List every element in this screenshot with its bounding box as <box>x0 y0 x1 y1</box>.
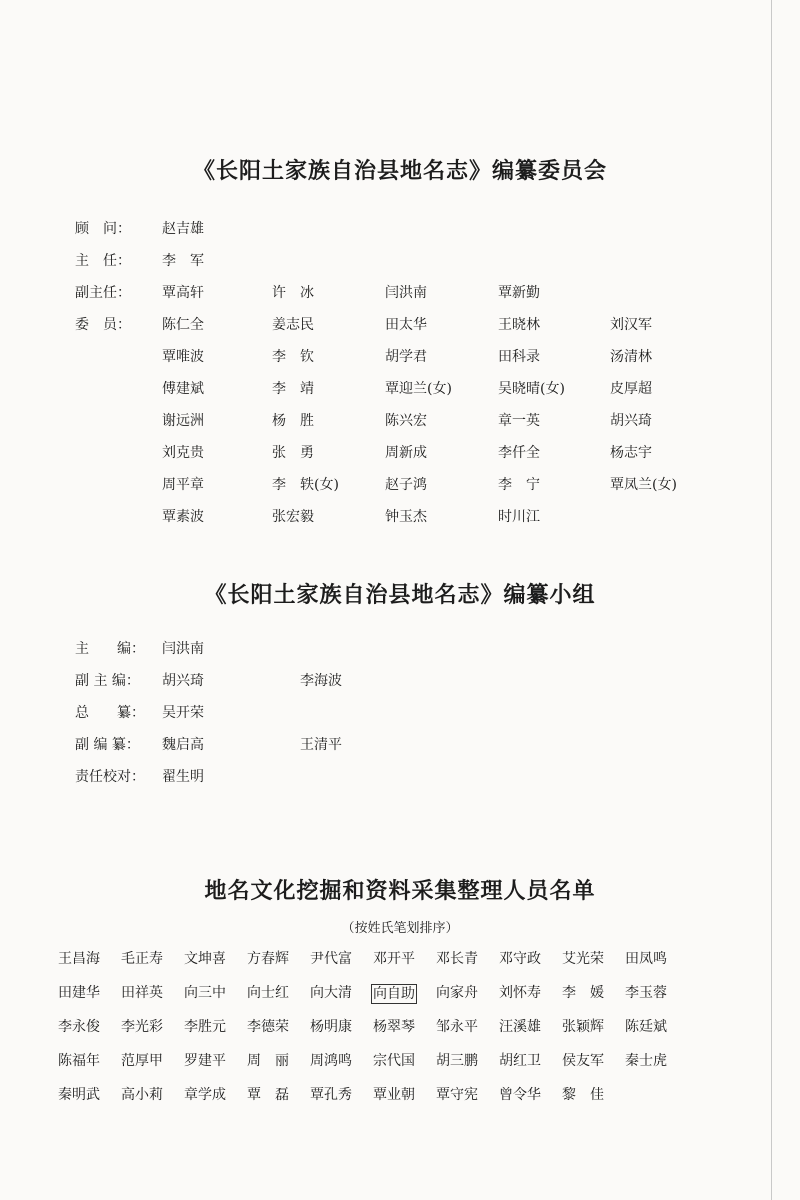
committee-member-name: 胡兴琦 <box>610 413 652 429</box>
committee-member-name: 李 军 <box>162 253 204 269</box>
editorial-member-name: 李海波 <box>300 673 342 689</box>
collector-name: 黎 佳 <box>562 1087 604 1103</box>
collector-name: 李光彩 <box>121 1019 163 1035</box>
collector-name: 秦明武 <box>58 1087 100 1103</box>
collector-name: 艾光荣 <box>562 951 604 967</box>
committee-member-name: 章一英 <box>498 413 540 429</box>
collector-name: 陈廷斌 <box>625 1019 667 1035</box>
collector-name: 覃守宪 <box>436 1087 478 1103</box>
committee-member-name: 覃素波 <box>162 509 204 525</box>
collector-name: 周 丽 <box>247 1053 289 1069</box>
committee-member-name: 傅建斌 <box>162 381 204 397</box>
collector-name: 章学成 <box>184 1087 226 1103</box>
collector-name: 胡三鹏 <box>436 1053 478 1069</box>
committee-member-name: 钟玉杰 <box>385 509 427 525</box>
collectors-title: 地名文化挖掘和资料采集整理人员名单 <box>204 878 596 904</box>
collector-name: 汪溪雄 <box>499 1019 541 1035</box>
collector-name: 陈福年 <box>58 1053 100 1069</box>
editorial-member-name: 吴开荣 <box>162 705 204 721</box>
committee-member-name: 李 宁 <box>498 477 540 493</box>
collector-name: 田凤鸣 <box>625 951 667 967</box>
collector-name: 文坤喜 <box>184 951 226 967</box>
editorial-member-name: 翟生明 <box>162 769 204 785</box>
collector-name: 李德荣 <box>247 1019 289 1035</box>
collector-name: 范厚甲 <box>121 1053 163 1069</box>
committee-member-name: 赵子鸿 <box>385 477 427 493</box>
collector-name: 尹代富 <box>310 951 352 967</box>
editorial-member-name: 胡兴琦 <box>162 673 204 689</box>
committee-member-name: 覃唯波 <box>162 349 204 365</box>
committee-role-label: 顾 问： <box>75 221 131 237</box>
editorial-title: 《长阳土家族自治县地名志》编纂小组 <box>204 582 596 608</box>
collector-name: 李 媛 <box>562 985 604 1001</box>
committee-member-name: 田太华 <box>385 317 427 333</box>
committee-member-name: 周平章 <box>162 477 204 493</box>
collector-name: 向三中 <box>184 985 226 1001</box>
committee-member-name: 陈仁全 <box>162 317 204 333</box>
collector-name: 周鸿鸣 <box>310 1053 352 1069</box>
collector-name: 李胜元 <box>184 1019 226 1035</box>
editorial-role-label: 副 主 编： <box>75 673 140 689</box>
committee-role-label: 副主任： <box>75 285 131 301</box>
committee-member-name: 杨 胜 <box>272 413 314 429</box>
collector-name: 曾令华 <box>499 1087 541 1103</box>
committee-title: 《长阳土家族自治县地名志》编纂委员会 <box>192 158 607 184</box>
collector-name: 邓开平 <box>373 951 415 967</box>
committee-member-name: 田科录 <box>498 349 540 365</box>
committee-member-name: 覃高轩 <box>162 285 204 301</box>
editorial-role-label: 总 纂： <box>75 705 145 721</box>
collector-name: 秦士虎 <box>625 1053 667 1069</box>
collector-name: 方春辉 <box>247 951 289 967</box>
collector-name: 杨明康 <box>310 1019 352 1035</box>
committee-role-label: 主 任： <box>75 253 131 269</box>
collector-name: 向家舟 <box>436 985 478 1001</box>
committee-member-name: 覃迎兰(女) <box>385 381 452 397</box>
committee-member-name: 李 轶(女) <box>272 477 339 493</box>
committee-member-name: 胡学君 <box>385 349 427 365</box>
committee-member-name: 许 冰 <box>272 285 314 301</box>
committee-member-name: 刘汉军 <box>610 317 652 333</box>
committee-member-name: 吴晓晴(女) <box>498 381 565 397</box>
collector-name: 覃 磊 <box>247 1087 289 1103</box>
committee-member-name: 汤清林 <box>610 349 652 365</box>
collector-name: 向大清 <box>310 985 352 1001</box>
committee-member-name: 时川江 <box>498 509 540 525</box>
committee-member-name: 姜志民 <box>272 317 314 333</box>
committee-member-name: 张宏毅 <box>272 509 314 525</box>
collector-name: 张颖辉 <box>562 1019 604 1035</box>
committee-member-name: 杨志宇 <box>610 445 652 461</box>
collector-name: 邓长青 <box>436 951 478 967</box>
collector-name: 罗建平 <box>184 1053 226 1069</box>
collector-name: 侯友军 <box>562 1053 604 1069</box>
editorial-member-name: 魏启高 <box>162 737 204 753</box>
editorial-role-label: 副 编 纂： <box>75 737 140 753</box>
editorial-role-label: 责任校对： <box>75 769 145 785</box>
committee-member-name: 谢远洲 <box>162 413 204 429</box>
collector-name: 邹永平 <box>436 1019 478 1035</box>
editorial-member-name: 闫洪南 <box>162 641 204 657</box>
collector-name: 田祥英 <box>121 985 163 1001</box>
editorial-role-label: 主 编： <box>75 641 145 657</box>
committee-member-name: 皮厚超 <box>610 381 652 397</box>
committee-member-name: 覃新勤 <box>498 285 540 301</box>
committee-member-name: 闫洪南 <box>385 285 427 301</box>
collector-name: 杨翠琴 <box>373 1019 415 1035</box>
committee-member-name: 李仟全 <box>498 445 540 461</box>
committee-member-name: 覃凤兰(女) <box>610 477 677 493</box>
collector-name: 田建华 <box>58 985 100 1001</box>
committee-member-name: 王晓林 <box>498 317 540 333</box>
collector-name: 李玉蓉 <box>625 985 667 1001</box>
committee-member-name: 陈兴宏 <box>385 413 427 429</box>
committee-member-name: 赵吉雄 <box>162 221 204 237</box>
committee-member-name: 李 靖 <box>272 381 314 397</box>
collector-name: 刘怀寿 <box>499 985 541 1001</box>
committee-member-name: 刘克贵 <box>162 445 204 461</box>
collector-name: 王昌海 <box>58 951 100 967</box>
collector-name: 向士红 <box>247 985 289 1001</box>
collector-name: 覃孔秀 <box>310 1087 352 1103</box>
collector-name: 毛正寿 <box>121 951 163 967</box>
collector-name: 高小莉 <box>121 1087 163 1103</box>
collector-name: 李永俊 <box>58 1019 100 1035</box>
collector-name: 胡红卫 <box>499 1053 541 1069</box>
committee-member-name: 李 钦 <box>272 349 314 365</box>
committee-role-label: 委 员： <box>75 317 131 333</box>
editorial-member-name: 王清平 <box>300 737 342 753</box>
collector-name: 邓守政 <box>499 951 541 967</box>
committee-member-name: 张 勇 <box>272 445 314 461</box>
committee-member-name: 周新成 <box>385 445 427 461</box>
collectors-note: （按姓氏笔划排序） <box>341 921 459 936</box>
collector-name: 覃业朝 <box>373 1087 415 1103</box>
collector-name: 向自助 <box>373 986 415 1002</box>
collector-name: 宗代国 <box>373 1053 415 1069</box>
